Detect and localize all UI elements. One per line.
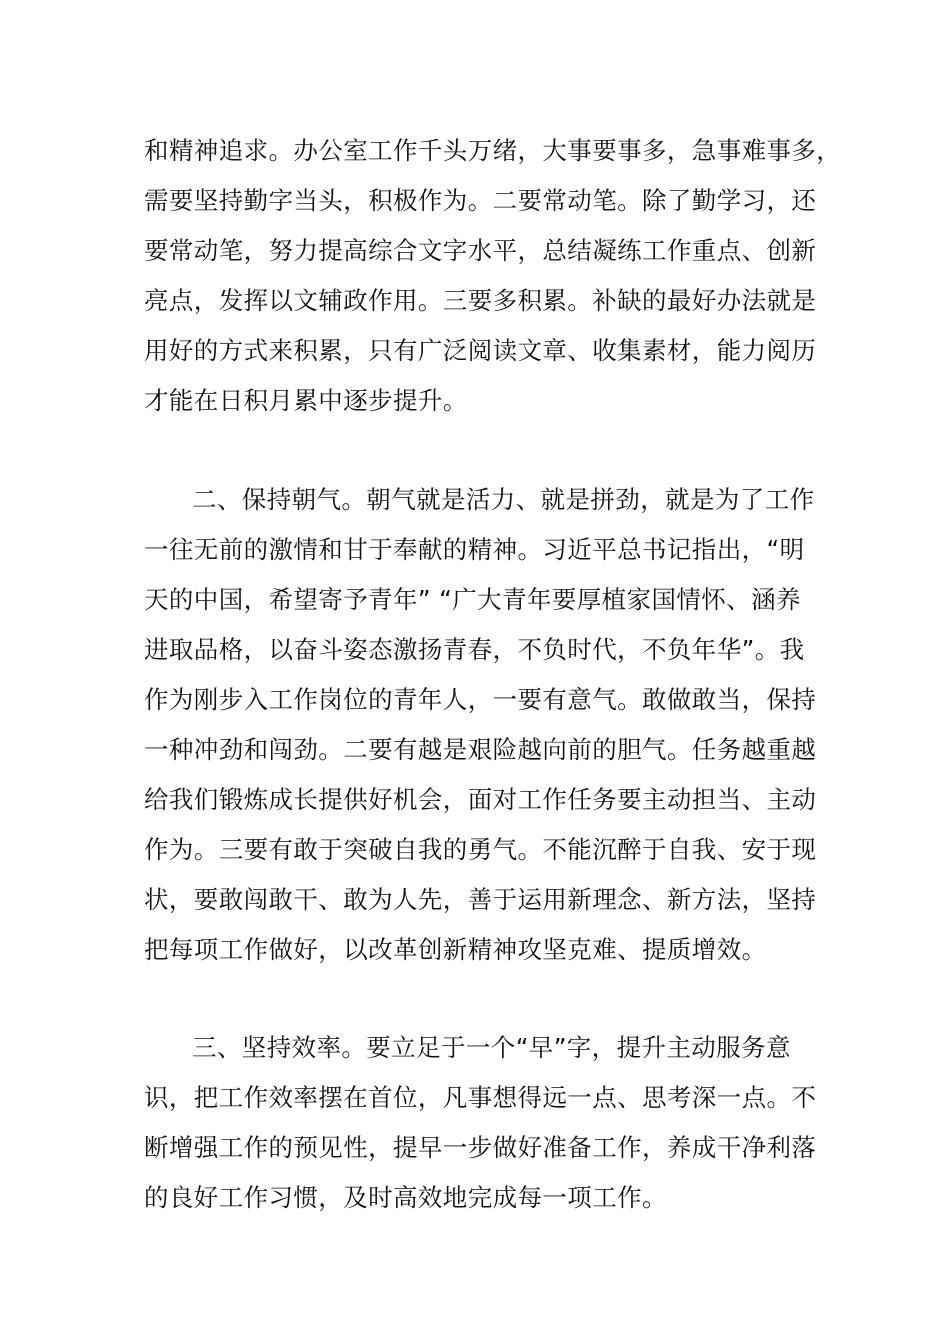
text-line: 亮点，发挥以文辅政作用。三要多积累。补缺的最好办法就是	[144, 286, 817, 315]
text-line: 作为刚步入工作岗位的青年人，一要有意气。敢做敢当，保持	[144, 685, 817, 714]
text-line: 进取品格，以奋斗姿态激扬青春，不负时代，不负年华”。我	[144, 635, 805, 664]
text-line: 一种冲劲和闯劲。二要有越是艰险越向前的胆气。任务越重越	[144, 735, 817, 764]
text-line: 天的中国，希望寄予青年” “广大青年要厚植家国情怀、涵养	[144, 585, 801, 614]
text-line: 用好的方式来积累，只有广泛阅读文章、收集素材，能力阅历	[144, 336, 817, 365]
text-line-first: 二、保持朝气。朝气就是活力、就是拼劲，就是为了工作	[192, 485, 815, 514]
text-line: 才能在日积月累中逐步提升。	[144, 386, 468, 415]
paragraph-section-two	[144, 475, 824, 975]
text-line: 把每项工作做好，以改革创新精神攻坚克难、提质增效。	[144, 935, 767, 964]
paragraph-section-three	[144, 1023, 824, 1223]
text-line: 一往无前的激情和甘于奉献的精神。习近平总书记指出，“明	[144, 535, 805, 564]
paragraph-continuation	[144, 126, 842, 426]
text-line: 状，要敢闯敢干、敢为人先，善于运用新理念、新方法，坚持	[144, 885, 817, 914]
text-line: 和精神追求。办公室工作千头万绪，大事要事多，急事难事多，	[144, 136, 842, 165]
text-line: 的良好工作习惯，及时高效地完成每一项工作。	[144, 1183, 667, 1212]
text-line: 需要坚持勤字当头，积极作为。二要常动笔。除了勤学习，还	[144, 186, 817, 215]
text-line-first: 三、坚持效率。要立足于一个“早”字，提升主动服务意	[192, 1033, 791, 1062]
text-line: 要常动笔，努力提高综合文字水平，总结凝练工作重点、创新	[144, 236, 817, 265]
text-line: 作为。三要有敢于突破自我的勇气。不能沉醉于自我、安于现	[144, 835, 817, 864]
text-line: 给我们锻炼成长提供好机会，面对工作任务要主动担当、主动	[144, 785, 817, 814]
text-line: 断增强工作的预见性，提早一步做好准备工作，养成干净利落	[144, 1133, 817, 1162]
text-line: 识，把工作效率摆在首位，凡事想得远一点、思考深一点。不	[144, 1083, 817, 1112]
